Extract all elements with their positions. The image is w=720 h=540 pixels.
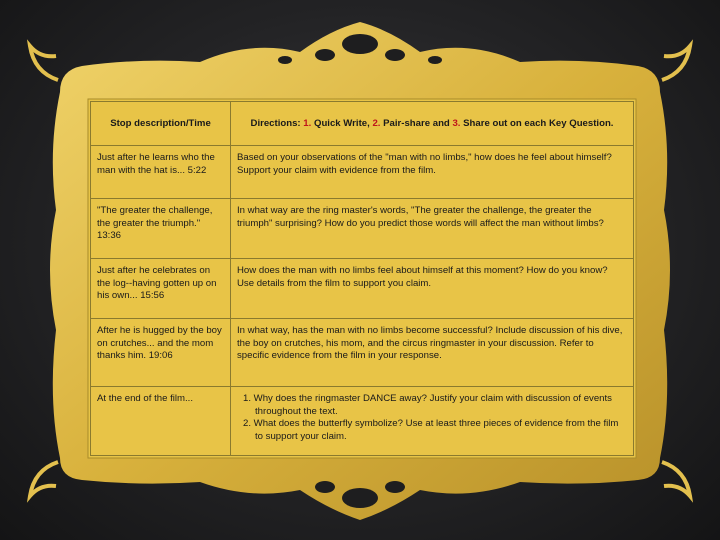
question-cell: How does the man with no limbs feel about himself at this moment? How do you know? Use details from the film to support you claim. [231,259,634,319]
stop-cell: "The greater the challenge, the greater the triumph." 13:36 [91,199,231,259]
question-list-item: 1. Why does the ringmaster DANCE away? Justify your claim with discussion of events throughout the text. [243,393,612,417]
table-header-row [91,102,634,146]
stop-cell: Just after he learns who the man with the hat is... 5:22 [91,146,231,199]
stop-cell: Just after he celebrates on the log--having gotten up on his own... 15:56 [91,259,231,319]
question-list-item: 2. What does the butterfly symbolize? Use at least three pieces of evidence from the film to support your claim. [243,418,619,442]
question-cell: In what way, has the man with no limbs become successful? Include discussion of his dive, the boy on crutches, his mom, and the circus ringmaster in your discussion. Refer to specific evidence from the film in your response. [231,319,634,387]
question-cell [231,387,634,456]
question-cell: In what way are the ring master's words, "The greater the challenge, the greater the triumph" surprising? How do you predict those words will affect the man without limbs? [231,199,634,259]
table-row [91,319,634,387]
question-cell: Based on your observations of the "man with no limbs," how does he feel about himself? Support your claim with evidence from the film. [231,146,634,199]
table-row [91,146,634,199]
table-row [91,387,634,456]
directions-table [90,101,634,456]
header-stop-description: Stop description/Time [91,102,231,146]
stop-cell: After he is hugged by the boy on crutches... and the mom thanks him. 19:06 [91,319,231,387]
table-row [91,259,634,319]
stop-cell: At the end of the film... [91,387,231,456]
table-row [91,199,634,259]
header-directions: Directions: 1. Quick Write, 2. Pair-share and 3. Share out on each Key Question. [231,102,634,146]
directions-table-container [90,101,634,456]
